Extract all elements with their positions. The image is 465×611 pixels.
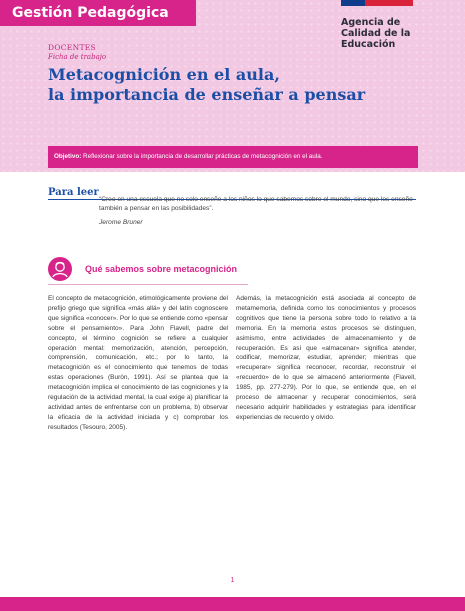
body-column-right: Además, la metacognición está asociada al concepto de metamemoria, definida como los conocimientos y procesos cognitivos que tiene la persona sobre todo lo relativo a la memoria. En la memoria estos procesos se distinguen, asimismo, entre actividades de almacenamiento y de recuperación. Es así que «almacenar» significa atender, codificar, memorizar, estudiar, aprender; mientras que «recuperar» significa reconocer, recordar, reconstruir el «recuerdo» de lo que se almacenó anteriormente (Flavell, 1985, pp. 277-279). Por lo que, se entiende que, en el proceso de almacenar y recuperar conocimientos, será necesario adquirir habilidades y estrategias para identificar experiencias de recuerdo y olvido. [236,295,416,421]
section-heading: Qué sabemos sobre metacognición [85,264,238,274]
page-title [48,65,428,105]
page-number: 1 [230,577,235,584]
objective-text: Reflexionar sobre la importancia de desarrollar prácticas de metacognición en el aula. [83,153,323,160]
section-divider [48,284,248,285]
title-line-2: la importancia de enseñar a pensar [48,85,366,104]
person-head-icon [48,257,72,281]
agency-logo-text [341,17,451,50]
agency-line-3: Educación [341,39,396,50]
chile-flag-stripe [341,0,413,6]
body-column-left: El concepto de metacognición, etimológicamente proviene del prefijo griego que significa «más allá» y del latín cognoscere que significa «conocer». Por lo que se entiende como «pensar sobre el pensamiento». Para John Flavell, padre del concepto, el término cognición se refiere a cualquier operación mental: memorización, atención, percepción, comprensión, comunicación, etc.; por lo tanto, la metacognición es el conocimiento que tenemos de todas estas operaciones (Burón, 1991). Así se plantea que la metacognición implica el conocimiento de las cogniciones y la regulación de la actividad mental, la cual exige a) planificar la actividad antes de enfrentarse con un problema, b) observar la eficacia de la actividad iniciada y c) comprobar los resultados (Tesouro, 2005). [48,295,228,431]
footer-bar [0,597,465,611]
reading-quote: “Creo en una escuela que no solo enseñe a los niños lo que sabemos sobre el mundo, sino que les enseñe también a pensar en las posibilidades”. [99,196,413,212]
reading-label: Para leer [48,187,99,198]
audience-label: DOCENTES [48,43,96,52]
objective-label: Objetivo: [54,153,82,160]
objective-banner [48,146,418,168]
doc-type-label: Ficha de trabajo [48,53,107,61]
title-line-1: Metacognición en el aula, [48,65,280,84]
agency-line-2: Calidad de la [341,28,411,39]
brand-tab: Gestión Pedagógica [0,0,196,26]
agency-line-1: Agencia de [341,17,401,28]
quote-author: Jerome Bruner [99,219,143,226]
